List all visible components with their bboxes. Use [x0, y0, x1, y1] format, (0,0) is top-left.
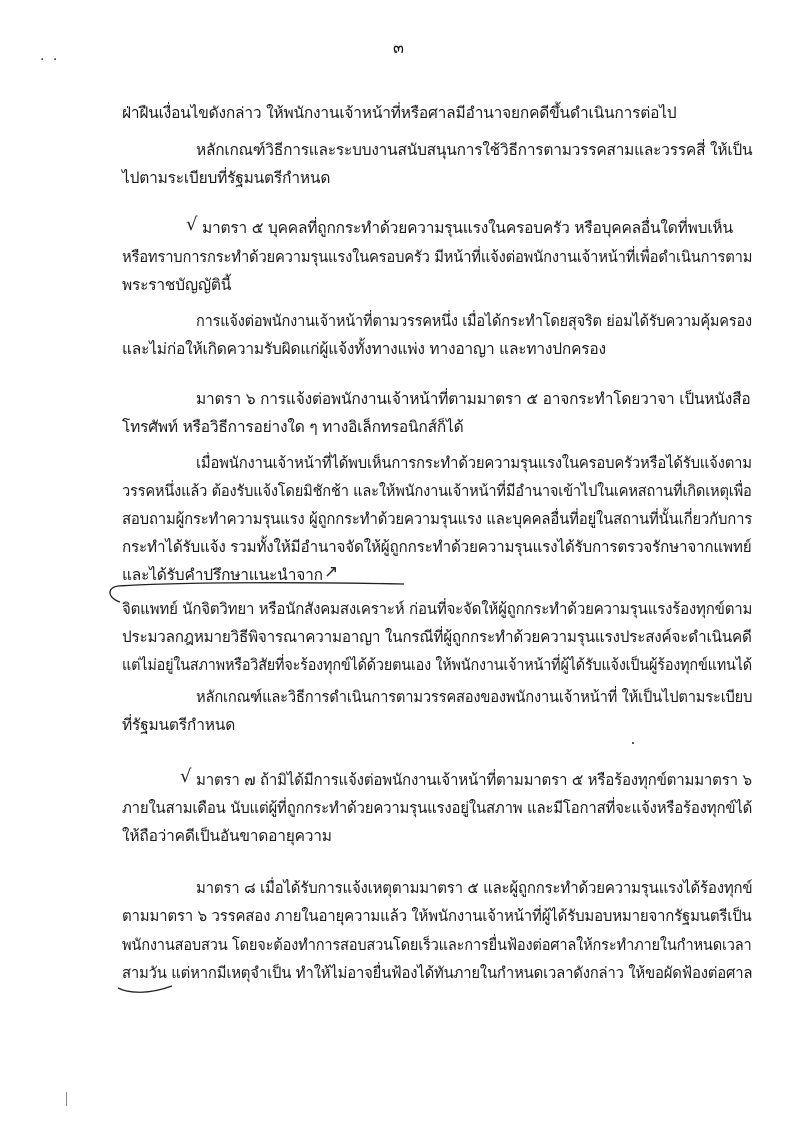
- margin-specks: . .: [40, 48, 60, 64]
- scan-dot: [632, 742, 634, 744]
- text-line: หรือทราบการกระทำด้วยความรุนแรงในครอบครัว มีหน้าที่แจ้งต่อพนักงานเจ้าหน้าที่เพื่อดำเนินการตาม: [122, 248, 753, 266]
- text-line: และได้รับคำปรึกษาแนะนำจาก: [122, 566, 323, 584]
- handwritten-underline: [116, 982, 176, 996]
- text-line: ตามมาตรา ๖ วรรคสอง ภายในอายุความแล้ว ให้พนักงานเจ้าหน้าที่ผู้ได้รับมอบหมายจากรัฐมนตรีเป็น: [122, 907, 752, 925]
- handwritten-check-icon: √: [186, 214, 198, 235]
- section-5-heading-line: มาตรา ๕ บุคคลที่ถูกกระทำด้วยความรุนแรงในครอบครัว หรือบุคคลอื่นใดที่พบเห็น: [202, 219, 733, 237]
- text-line: เมื่อพนักงานเจ้าหน้าที่ได้พบเห็นการกระทำด้วยความรุนแรงในครอบครัวหรือได้รับแจ้งตาม: [196, 454, 752, 472]
- text-line: จิตแพทย์ นักจิตวิทยา หรือนักสังคมสงเคราะห์ ก่อนที่จะจัดให้ผู้ถูกกระทำด้วยความรุนแรงร้องทุกข์ตาม: [122, 600, 753, 618]
- text-line: ภายในสามเดือน นับแต่ผู้ที่ถูกกระทำด้วยความรุนแรงอยู่ในสภาพ และมีโอกาสที่จะแจ้งหรือร้องทุกข์ได้: [122, 799, 753, 817]
- text-line: หลักเกณฑ์วิธีการและระบบงานสนับสนุนการใช้วิธีการตามวรรคสามและวรรคสี่ ให้เป็น: [196, 141, 753, 159]
- text-line: ที่รัฐมนตรีกำหนด: [122, 716, 236, 734]
- text-line: สอบถามผู้กระทำความรุนแรง ผู้ถูกกระทำด้วยความรุนแรง และบุคคลอื่นที่อยู่ในสถานที่นั้นเกี่ยวกับการ: [122, 510, 753, 528]
- text-line: ประมวลกฎหมายวิธีพิจารณาความอาญา ในกรณีที่ผู้ถูกกระทำด้วยความรุนแรงประสงค์จะดำเนินคดี: [122, 628, 752, 646]
- text-line: กระทำได้รับแจ้ง รวมทั้งให้มีอำนาจจัดให้ผู้ถูกกระทำด้วยความรุนแรงได้รับการตรวจรักษาจากแพทย์: [122, 538, 752, 556]
- text-line: และไม่ก่อให้เกิดความรับผิดแก่ผู้แจ้งทั้งทางแพ่ง ทางอาญา และทางปกครอง: [122, 340, 606, 358]
- handwritten-arrow-icon: ↗: [324, 562, 339, 582]
- text-line: สามวัน แต่หากมีเหตุจำเป็น ทำให้ไม่อาจยื่นฟ้องได้ทันภายในกำหนดเวลาดังกล่าว ให้ขอผัดฟ้องต่อศาล: [122, 964, 753, 982]
- text-line: การแจ้งต่อพนักงานเจ้าหน้าที่ตามวรรคหนึ่ง เมื่อได้กระทำโดยสุจริต ย่อมได้รับความคุ้มครอง: [196, 312, 752, 330]
- text-line: โทรศัพท์ หรือวิธีการอย่างใด ๆ ทางอิเล็กทรอนิกส์ก็ได้: [122, 418, 464, 436]
- section-8-heading-line: มาตรา ๘ เมื่อได้รับการแจ้งเหตุตามมาตรา ๕ และผู้ถูกกระทำด้วยความรุนแรงได้ร้องทุกข์: [196, 879, 753, 897]
- text-line: วรรคหนึ่งแล้ว ต้องรับแจ้งโดยมิชักช้า และให้พนักงานเจ้าหน้าที่มีอำนาจเข้าไปในเคหสถานที่เกิดเหตุเพื่อ: [122, 482, 752, 500]
- page-number: ๓: [393, 38, 404, 57]
- text-line: ฝ่าฝืนเงื่อนไขดังกล่าว ให้พนักงานเจ้าหน้าที่หรือศาลมีอำนาจยกคดีขึ้นดำเนินการต่อไป: [122, 104, 677, 122]
- text-line: พนักงานสอบสวน โดยจะต้องทำการสอบสวนโดยเร็วและการยื่นฟ้องต่อศาลให้กระทำภายในกำหนดเวลา: [122, 936, 752, 954]
- text-line: แต่ไม่อยู่ในสภาพหรือวิสัยที่จะร้องทุกข์ได้ด้วยตนเอง ให้พนักงานเจ้าหน้าที่ผู้ได้รับแจ้งเป็นผู้ร้องทุกข์แทนได้: [122, 656, 752, 674]
- text-line: ไปตามระเบียบที่รัฐมนตรีกำหนด: [122, 169, 331, 187]
- section-7-heading-line: มาตรา ๗ ถ้ามิได้มีการแจ้งต่อพนักงานเจ้าหน้าที่ตามมาตรา ๕ หรือร้องทุกข์ตามมาตรา ๖: [196, 771, 752, 789]
- section-6-heading-line: มาตรา ๖ การแจ้งต่อพนักงานเจ้าหน้าที่ตามมาตรา ๕ อาจกระทำโดยวาจา เป็นหนังสือ: [196, 390, 751, 408]
- handwritten-check-icon: √: [180, 766, 192, 787]
- text-line: พระราชบัญญัตินี้: [122, 276, 232, 294]
- text-line: ให้ถือว่าคดีเป็นอันขาดอายุความ: [122, 827, 332, 845]
- text-line: หลักเกณฑ์และวิธีการดำเนินการตามวรรคสองของพนักงานเจ้าหน้าที่ ให้เป็นไปตามระเบียบ: [196, 688, 753, 706]
- scan-mark: [66, 1092, 67, 1106]
